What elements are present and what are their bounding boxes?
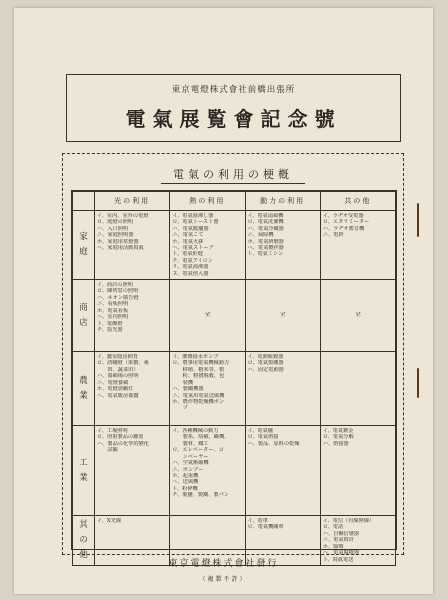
cell-line: ホ、起重機 <box>172 472 199 479</box>
category-char: 家 <box>79 232 88 243</box>
cell-line: イ、蠶室暖房飼育 <box>97 354 139 361</box>
cell-line: ホ、農作物乾燥機ポン <box>172 398 225 405</box>
corner-cell <box>73 192 95 211</box>
cell-line: イ、電氣扇風機 <box>247 213 284 219</box>
category-char: の <box>79 535 88 546</box>
cell-line: ニ、看板照明 <box>97 301 129 308</box>
cell-line: ホ、電氣看板 <box>97 307 129 314</box>
table-row <box>73 426 396 516</box>
cell-line: ロ、電氣トースト器 <box>172 219 219 226</box>
table-cell <box>170 211 245 280</box>
cell-line: ハ、電氣暖爐器 <box>172 225 209 232</box>
cell-line: ホ、電氣研磨器 <box>247 238 284 245</box>
table-cell <box>245 426 320 516</box>
table-cell <box>170 426 245 516</box>
table-cell <box>95 280 170 352</box>
cell-line: 全 <box>354 312 361 319</box>
cell-line: イ、工場照明 <box>97 428 128 435</box>
category-char: 業 <box>79 472 88 483</box>
category-char: 農 <box>79 375 88 386</box>
cell-line: イ、灌漑揚水ポンプ <box>172 354 219 361</box>
cell-line: ニ、電氣用電氣送風機 <box>172 392 225 399</box>
cell-line: ニ、電氣こて <box>172 232 204 239</box>
cell-line: ロ、庭燈の照明 <box>97 219 134 226</box>
binding-mark <box>417 203 419 237</box>
cell-line: チ、電氣アイロン <box>172 257 213 264</box>
cell-line: ト、電氣炬燵 <box>172 251 203 258</box>
cell-line: 裝機 <box>172 379 194 386</box>
usage-table <box>71 190 397 563</box>
cell-line: ヘ、家庭用活動寫眞 <box>97 245 144 252</box>
binding-mark <box>417 368 419 398</box>
cell-line: ハ、養鷄場の照明 <box>97 373 139 380</box>
table-cell <box>95 352 170 426</box>
cell-line: ニ、電燈養鷄 <box>97 379 129 386</box>
cell-line: ロ、農事用電氣機械動力 <box>172 360 230 367</box>
table-cell <box>245 211 320 280</box>
cell-line: イ、電車 <box>247 518 268 525</box>
cell-line: ハ、自働信號器 <box>322 530 360 537</box>
cell-line: イ、電信（有線無線） <box>322 518 375 525</box>
row-category <box>73 352 95 426</box>
category-char: 工 <box>79 457 88 468</box>
column-header: 熱の利用 <box>170 192 245 211</box>
cell-line: ト、寫眞電送 <box>322 556 354 563</box>
cell-line: ハ、固定電動器 <box>247 366 284 373</box>
row-category <box>73 426 95 516</box>
cell-line: 田、蔬菜田） <box>97 366 139 373</box>
table-cell <box>245 280 320 352</box>
cell-line: プ <box>172 405 188 412</box>
cell-line: 試驗 <box>97 447 118 454</box>
table-row <box>73 211 396 280</box>
column-header: 光の利用 <box>95 192 170 211</box>
table-cell <box>320 426 395 516</box>
table-cell <box>320 211 395 280</box>
cell-line: ロ、エレベーター、コ <box>172 447 224 454</box>
category-char: 他 <box>79 550 88 561</box>
cell-line: イ、商店の照明 <box>97 282 133 289</box>
cell-line: ト、粉碎機 <box>172 485 198 492</box>
cell-line: ンベーヤー <box>172 453 209 460</box>
cell-line: ホ、醫療 <box>322 543 344 550</box>
table-row <box>73 352 396 426</box>
publisher: 東京電燈株式會社發行 <box>168 559 279 569</box>
cell-line: ロ、電氣熔接 <box>247 434 279 441</box>
cell-line: ハ、製品、原料の乾燥 <box>247 440 300 447</box>
category-char: 其 <box>79 520 88 531</box>
title-subtitle: 東京電燈株式會社前橋出張所 <box>171 85 296 95</box>
cell-line: ニ、ポンプー <box>172 466 204 473</box>
document-page <box>14 8 433 594</box>
category-char: 業 <box>79 390 88 401</box>
cell-line: ヌ、電氣焙入器 <box>172 270 209 277</box>
title-box <box>66 74 401 142</box>
cell-line: ニ、掃除機 <box>247 232 274 239</box>
cell-line: ロ、電氣機關車 <box>247 524 284 531</box>
category-char: 店 <box>79 317 88 328</box>
cell-line: 移植、精米等、製 <box>172 366 225 373</box>
reproduction-note: （複製不許） <box>199 576 248 583</box>
cell-line: ト、電氣ミシン <box>247 251 284 258</box>
cell-line: チ、投光器 <box>97 326 123 333</box>
column-header: 動力の利用 <box>245 192 320 211</box>
cell-line: ロ、照射製品の鑑別 <box>97 434 144 441</box>
cell-line: イ、電動脫穀器 <box>247 354 284 361</box>
cell-line: ホ、家庭用常燈器 <box>97 238 139 245</box>
category-char: 庭 <box>79 247 88 258</box>
heading-underline <box>161 183 305 184</box>
cell-line: ヘ、室內照明 <box>97 314 129 321</box>
cell-line: ヘ、電氣暖房養蠶 <box>97 392 139 399</box>
cell-line: ニ、家庭照明器 <box>97 232 134 239</box>
cell-line: イ、電氣爐 <box>247 428 273 435</box>
cell-line: リ、電氣湯沸器 <box>172 264 209 271</box>
table-row <box>73 280 396 352</box>
row-category <box>73 280 95 352</box>
cell-line: ホ、電氣火鉢 <box>172 238 204 245</box>
cell-line: ヘ、電氣醫療器 <box>322 550 360 557</box>
cell-line: ヘ、送風機 <box>172 479 199 486</box>
summary-frame <box>62 153 404 563</box>
cell-line: ハ、製繩機器 <box>172 386 204 393</box>
table-cell <box>320 280 395 352</box>
cell-line: イ、各種機械の動力 <box>172 428 219 435</box>
table-cell <box>170 280 245 352</box>
cell-line: ハ、熔接器 <box>322 440 349 447</box>
category-char: 商 <box>79 302 88 313</box>
cell-line: ハ、ネオン廣告燈 <box>97 294 139 301</box>
cell-line: ロ、エタリミーター <box>322 219 370 226</box>
cell-line: ロ、電氣製繩器 <box>247 360 284 367</box>
cell-line: ハ、電氣冷藏器 <box>247 225 284 232</box>
page-title: 電氣展覧會記念號 <box>125 107 342 131</box>
cell-line: ロ、誘蛾燈（果樹、桑 <box>97 360 149 367</box>
cell-line: 製材、鐵工 <box>172 440 209 447</box>
cell-line: イ、ラヂオ受電器 <box>322 213 364 219</box>
cell-line: ハ、空氣壓縮機 <box>172 460 209 467</box>
table-cell <box>170 352 245 426</box>
cell-line: ロ、電話 <box>322 524 344 531</box>
cell-line: ロ、電氣分解 <box>322 434 354 441</box>
cell-line: ヘ、電氣攪拌器 <box>247 245 284 252</box>
table-cell <box>95 211 170 280</box>
cell-line: イ、電氣鍍金 <box>322 428 354 435</box>
cell-line: 粉、籾摺脱穀、包 <box>172 373 225 380</box>
table-cell <box>320 352 395 426</box>
cell-line: ハ、入口照明 <box>97 225 129 232</box>
cell-line: イ、X光線 <box>97 518 121 525</box>
cell-line: 全 <box>204 312 211 319</box>
column-header: 共の他 <box>320 192 395 211</box>
row-category <box>73 211 95 280</box>
cell-line: ロ、陳列窓の照明 <box>97 288 139 295</box>
cell-line: ニ、電鈴 <box>322 232 344 239</box>
cell-line: ト、電飾燈 <box>97 320 123 327</box>
table-heading: 電氣の利用の梗槪 <box>173 168 293 181</box>
cell-line: チ、製鹽、製鐵、製パン <box>172 492 229 499</box>
cell-line: ヘ、電氣ストーブ <box>172 245 214 252</box>
table-cell <box>95 426 170 516</box>
cell-line: イ、室內、室外の電燈 <box>97 213 149 219</box>
cell-line: ホ、電燈誘蛾灯 <box>97 386 134 393</box>
cell-line: ハ、製品の化學的變化 <box>97 440 149 447</box>
cell-line: 製糸、紡績、織機、 <box>172 434 230 441</box>
cell-line: イ、電氣湯沸し器 <box>172 213 214 219</box>
table-cell <box>245 352 320 426</box>
cell-line: 全 <box>279 312 286 319</box>
cell-line: ロ、電氣洗濯機 <box>247 219 284 226</box>
cell-line: ニ、電氣時計 <box>322 537 355 544</box>
cell-line: ハ、ラヂオ蓄音機 <box>322 225 365 232</box>
